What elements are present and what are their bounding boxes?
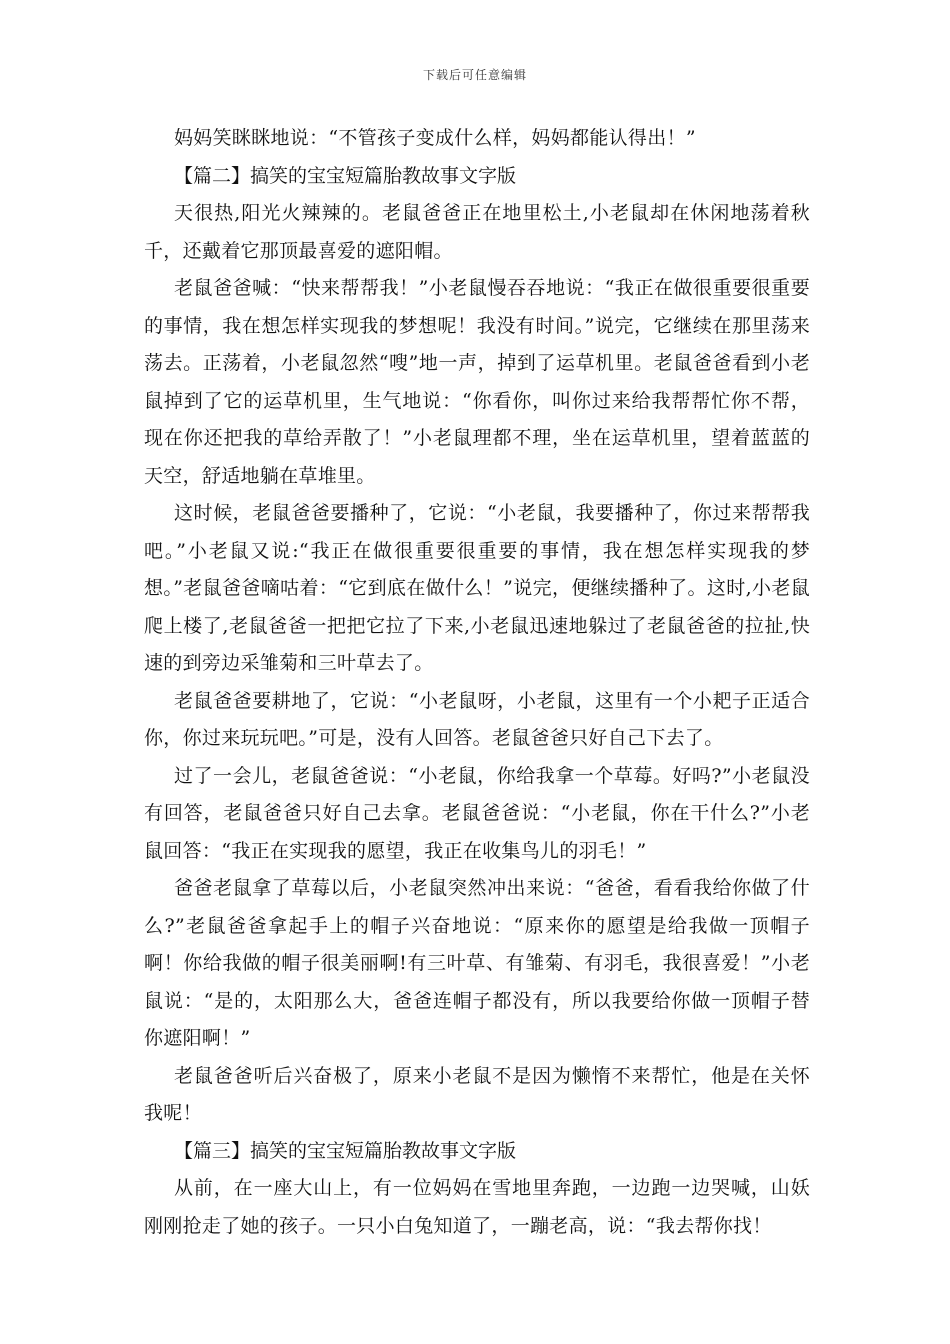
section-heading-2: 【篇二】搞笑的宝宝短篇胎教故事文字版 xyxy=(174,164,517,187)
section-heading-3: 【篇三】搞笑的宝宝短篇胎教故事文字版 xyxy=(174,1139,517,1162)
paragraph-4: 这时候，老鼠爸爸要播种了，它说：“小老鼠，我要播种了，你过来帮帮我吧。”小老鼠又说:“我正在做很重要很重要的事情，我在想怎样实现我的梦想。”老鼠爸爸嘀咕着：“它到底在做什么！”说完，便继续播种了。这时,小老鼠爬上楼了,老鼠爸爸一把把它拉了下来,小老鼠迅速地躲过了老鼠爸爸的拉扯,快速的到旁边采雏菊和三叶草去了。 xyxy=(144,502,810,674)
paragraph-7: 爸爸老鼠拿了草莓以后，小老鼠突然冲出来说：“爸爸，看看我给你做了什么?”老鼠爸爸拿起手上的帽子兴奋地说：“原来你的愿望是给我做一顶帽子啊！你给我做的帽子很美丽啊!有三叶草、有雏菊、有羽毛，我很喜爱！”小老鼠说：“是的，太阳那么大，爸爸连帽子都没有，所以我要给你做一顶帽子替你遮阳啊！” xyxy=(144,877,810,1049)
paragraph-2: 天很热,阳光火辣辣的。老鼠爸爸正在地里松土,小老鼠却在休闲地荡着秋千，还戴着它那顶最喜爱的遮阳帽。 xyxy=(144,202,810,262)
paragraph-6: 过了一会儿，老鼠爸爸说：“小老鼠，你给我拿一个草莓。好吗?”小老鼠没有回答，老鼠爸爸只好自己去拿。老鼠爸爸说：“小老鼠，你在干什么?”小老鼠回答：“我正在实现我的愿望，我正在收集鸟儿的羽毛！” xyxy=(144,764,810,862)
paragraph-1: 妈妈笑眯眯地说：“不管孩子变成什么样，妈妈都能认得出！” xyxy=(174,127,696,149)
page-header: 下载后可任意编辑 xyxy=(422,68,527,82)
paragraph-9: 从前，在一座大山上，有一位妈妈在雪地里奔跑，一边跑一边哭喊，山妖刚刚抢走了她的孩子。一只小白兔知道了，一蹦老高，说：“我去帮你找！ xyxy=(144,1177,810,1237)
paragraph-8: 老鼠爸爸听后兴奋极了，原来小老鼠不是因为懒惰不来帮忙，他是在关怀我呢！ xyxy=(144,1064,810,1124)
document-body xyxy=(144,120,810,1245)
paragraph-3: 老鼠爸爸喊：“快来帮帮我！”小老鼠慢吞吞地说：“我正在做很重要很重要的事情，我在想怎样实现我的梦想呢！我没有时间。”说完，它继续在那里荡来荡去。正荡着，小老鼠忽然“嗖”地一声，掉到了运草机里。老鼠爸爸看到小老鼠掉到了它的运草机里，生气地说：“你看你，叫你过来给我帮帮忙你不帮，现在你还把我的草给弄散了！”小老鼠理都不理，坐在运草机里，望着蓝蓝的天空，舒适地躺在草堆里。 xyxy=(144,277,810,487)
paragraph-5: 老鼠爸爸要耕地了，它说：“小老鼠呀，小老鼠，这里有一个小耙子正适合你，你过来玩玩吧。”可是，没有人回答。老鼠爸爸只好自己下去了。 xyxy=(144,689,810,749)
